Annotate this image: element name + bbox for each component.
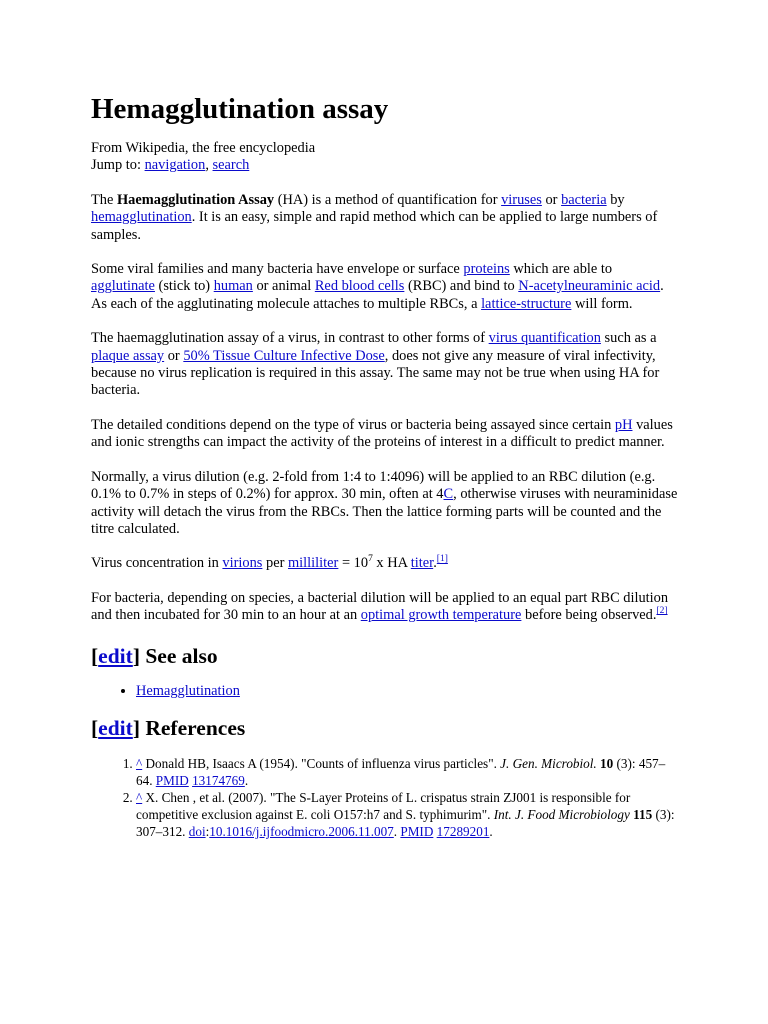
jump-to: Jump to: navigation, search [91,157,250,174]
navigation-link[interactable]: navigation [144,157,206,174]
paragraph-concentration: Virus concentration in virions per milliliter = $10^7$ x HA titer.[1] [91,554,448,572]
red-blood-cells-link[interactable]: Red blood cells [314,278,405,295]
page-title: Hemagglutination assay [91,93,389,125]
ref-2-doi-link[interactable]: 10.1016/j.ijfoodmicro.2006.11.007 [209,823,394,839]
ref-1-pmid-label-link[interactable]: PMID [155,772,189,788]
ref-2-pmid-link[interactable]: 17289201 [436,823,490,839]
from-wikipedia: From Wikipedia, the free encyclopedia [91,140,316,156]
site-subtitle [91,140,678,175]
viruses-link[interactable]: viruses [501,191,542,208]
proteins-link[interactable]: proteins [463,261,510,278]
ref-1-journal: J. Gen. Microbiol. [500,755,597,771]
paragraph-dilution: Normally, a virus dilution (e.g. 2-fold from 1:4 to 1:4096) will be applied to an RBC dilution (e.g. 0.1% to 0.7% in steps of 0.2%) for approx. 30 min, often at 4C, otherwise viruses with neuraminidase activity will detach the virus from the RBCs. Then the lattice forming parts will be counted and the titre calculated. [91,468,678,537]
paragraph-bacteria: For bacteria, depending on species, a bacterial dilution will be applied to an equal part RBC dilution and then incubated for 30 min to an hour at an optimal growth temperature before being observed.[2] [91,589,669,624]
see-also-hemagglutination-link[interactable]: Hemagglutination [136,682,240,699]
ref-2-backlink[interactable]: ^ [136,789,143,805]
celsius-link[interactable]: C [443,486,454,503]
ref-1-pmid-link[interactable]: 13174769 [192,772,245,788]
ref-2-doi-label-link[interactable]: doi [188,823,206,839]
see-also-list [91,683,678,700]
paragraph-quantification: The haemagglutination assay of a virus, in contrast to other forms of virus quantification such as a plaque assay or 50% Tissue Culture Infective Dose, does not give any measure of viral infectivity, because no virus replication is required in this assay. The same may not be true when using HA for bacteria. [91,330,660,399]
ph-link[interactable]: pH [614,416,633,433]
ref-2-pmid-label-link[interactable]: PMID [400,823,434,839]
references-heading: [edit] References [91,715,246,740]
optimal-growth-temperature-link[interactable]: optimal growth temperature [360,607,522,624]
list-item [136,683,678,700]
paragraph-envelope: Some viral families and many bacteria have envelope or surface proteins which are able to agglutinate (stick to) human or animal Red blood cells (RBC) and bind to N-acetylneuraminic acid. As each of the agglutinating molecule attaches to multiple RBCs, a lattice-structure will form. [91,261,664,312]
ref-2-volume: 115 [633,806,653,822]
see-also-edit-link[interactable]: edit [98,643,133,668]
human-link[interactable]: human [213,278,253,295]
search-link[interactable]: search [212,157,250,174]
ref-2-journal: Int. J. Food Microbiology [493,806,630,822]
virions-link[interactable]: virions [222,555,263,572]
titer-link[interactable]: titer [410,555,434,572]
paragraph-conditions: The detailed conditions depend on the type of virus or bacteria being assayed since certain pH values and ionic strengths can impact the activity of the proteins of interest in a difficult to predict manner. [91,416,673,451]
lattice-structure-link[interactable]: lattice-structure [481,295,572,312]
bold-term: Haemagglutination Assay [116,191,275,208]
bacteria-link[interactable]: bacteria [561,191,607,208]
references-list [91,755,678,840]
milliliter-link[interactable]: milliliter [287,555,339,572]
citation-1-link[interactable]: [1] [436,554,448,565]
exponent: 7 [368,554,373,565]
plaque-assay-link[interactable]: plaque assay [91,347,165,364]
n-acetylneuraminic-acid-link[interactable]: N-acetylneuraminic acid [518,278,661,295]
tcid50-link[interactable]: 50% Tissue Culture Infective Dose [183,347,385,364]
reference-item-1: 1. ^ Donald HB, Isaacs A (1954). "Counts of influenza virus particles". J. Gen. Microbiol. 10 (3): 457–64. PMID 13174769. [136,755,678,789]
references-edit-link[interactable]: edit [98,715,133,740]
paragraph-intro: The Haemagglutination Assay (HA) is a method of quantification for viruses or bacteria by hemagglutination. It is an easy, simple and rapid method which can be applied to large numbers of samples. [91,191,658,243]
see-also-heading: [edit] See also [91,643,218,668]
reference-item-2: 2. ^ X. Chen , et al. (2007). "The S-Layer Proteins of L. crispatus strain ZJ001 is responsible for competitive exclusion against E. coli O157:h7 and S. typhimurim". Int. J. Food Microbiology 115 (3): 307–312. doi:10.1016/j.ijfoodmicro.2006.11.007. PMID 17289201. [136,789,678,840]
hemagglutination-link[interactable]: hemagglutination [91,209,192,226]
ref-1-volume: 10 [600,755,614,771]
virus-quantification-link[interactable]: virus quantification [488,330,601,347]
agglutinate-link[interactable]: agglutinate [91,278,155,295]
citation-2-link[interactable]: [2] [656,606,668,617]
ref-1-backlink[interactable]: ^ [136,755,143,771]
